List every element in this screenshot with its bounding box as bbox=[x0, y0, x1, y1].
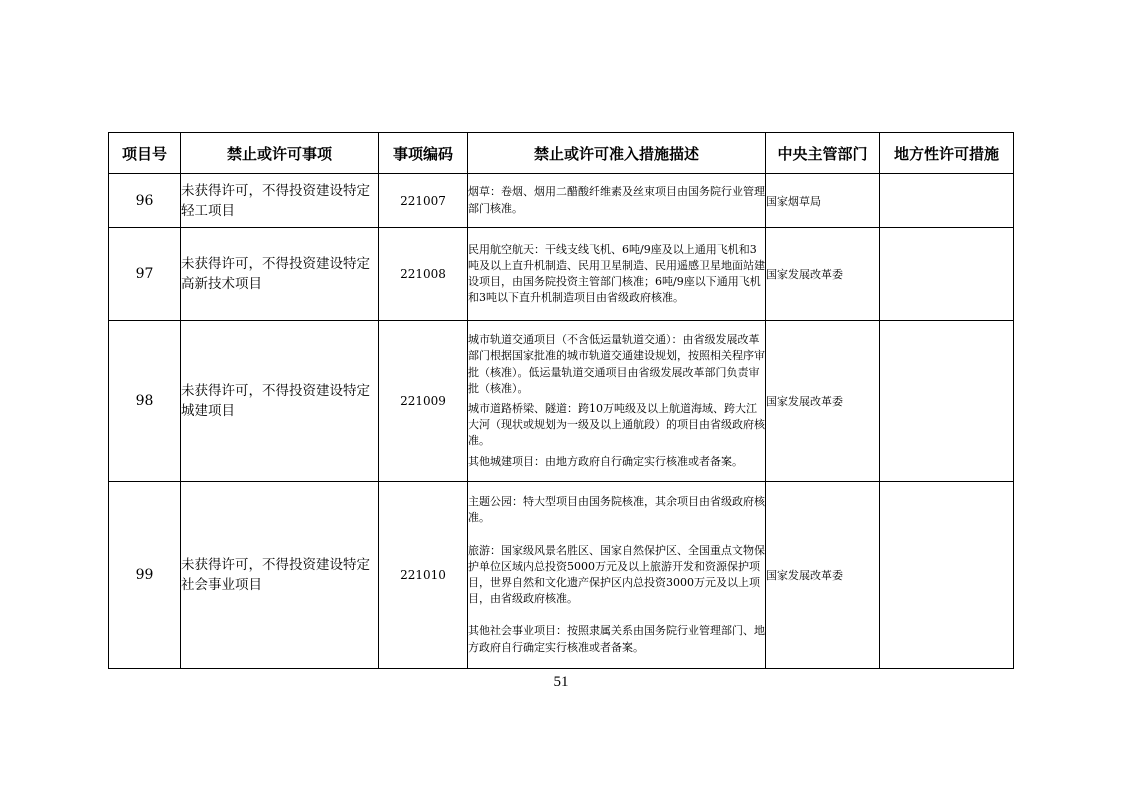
item-name: 未获得许可，不得投资建设特定高新技术项目 bbox=[181, 228, 379, 321]
measure-description bbox=[468, 228, 766, 321]
description-paragraph: 烟草：卷烟、烟用二醋酸纤维素及丝束项目由国务院行业管理部门核准。 bbox=[468, 185, 765, 215]
local-measures bbox=[880, 482, 1014, 669]
description-paragraph: 民用航空航天：干线支线飞机、6吨/9座及以上通用飞机和3吨及以上直升机制造、民用卫星制造、民用遥感卫星地面站建设项目，由国务院投资主管部门核准；6吨/9座以下通用飞机和3吨以下直升机制造项目由省级政府核准。 bbox=[468, 242, 765, 305]
page-number: 51 bbox=[553, 674, 569, 690]
description-paragraph: 城市道路桥梁、隧道：跨10万吨级及以上航道海域、跨大江大河（现状或规划为一级及以上通航段）的项目由省级政府核准。 bbox=[468, 402, 765, 448]
item-number: 99 bbox=[109, 482, 181, 669]
description-paragraph: 其他城建项目：由地方政府自行确定实行核准或者备案。 bbox=[468, 454, 743, 468]
table-row bbox=[109, 321, 1014, 482]
central-department: 国家发展改革委 bbox=[766, 321, 880, 482]
item-name: 未获得许可，不得投资建设特定城建项目 bbox=[181, 321, 379, 482]
description-paragraph: 主题公园：特大型项目由国务院核准，其余项目由省级政府核准。 bbox=[468, 495, 765, 525]
central-department: 国家烟草局 bbox=[766, 174, 880, 228]
description-paragraph: 其他社会事业项目：按照隶属关系由国务院行业管理部门、地方政府自行确定实行核准或者备案。 bbox=[468, 624, 765, 654]
header-central-dept: 中央主管部门 bbox=[766, 133, 880, 174]
table-row bbox=[109, 228, 1014, 321]
item-number: 98 bbox=[109, 321, 181, 482]
measure-description bbox=[468, 321, 766, 482]
header-item-name: 禁止或许可事项 bbox=[181, 133, 379, 174]
item-number: 97 bbox=[109, 228, 181, 321]
item-name: 未获得许可，不得投资建设特定社会事业项目 bbox=[181, 482, 379, 669]
table-row bbox=[109, 482, 1014, 669]
item-code: 221008 bbox=[379, 228, 468, 321]
item-code: 221007 bbox=[379, 174, 468, 228]
header-local-measures: 地方性许可措施 bbox=[880, 133, 1014, 174]
item-code: 221009 bbox=[379, 321, 468, 482]
description-paragraph: 城市轨道交通项目（不含低运量轨道交通）：由省级发展改革部门根据国家批准的城市轨道交通建设规划，按照相关程序审批（核准）。低运量轨道交通项目由省级发展改革部门负责审批（核准）。 bbox=[468, 333, 765, 395]
local-measures bbox=[880, 321, 1014, 482]
description-paragraph: 旅游：国家级风景名胜区、国家自然保护区、全国重点文物保护单位区域内总投资5000万元及以上旅游开发和资源保护项目，世界自然和文化遗产保护区内总投资3000万元及以上项目，由省级政府核准。 bbox=[468, 543, 765, 606]
header-measure-desc: 禁止或许可准入措施描述 bbox=[468, 133, 766, 174]
header-item-code: 事项编码 bbox=[379, 133, 468, 174]
item-code: 221010 bbox=[379, 482, 468, 669]
central-department: 国家发展改革委 bbox=[766, 482, 880, 669]
item-name: 未获得许可，不得投资建设特定轻工项目 bbox=[181, 174, 379, 228]
measure-description bbox=[468, 482, 766, 669]
measure-description bbox=[468, 174, 766, 228]
table-header-row bbox=[109, 133, 1014, 174]
table-row bbox=[109, 174, 1014, 228]
local-measures bbox=[880, 174, 1014, 228]
permit-table bbox=[108, 132, 1014, 669]
item-number: 96 bbox=[109, 174, 181, 228]
header-item-no: 项目号 bbox=[109, 133, 181, 174]
local-measures bbox=[880, 228, 1014, 321]
central-department: 国家发展改革委 bbox=[766, 228, 880, 321]
